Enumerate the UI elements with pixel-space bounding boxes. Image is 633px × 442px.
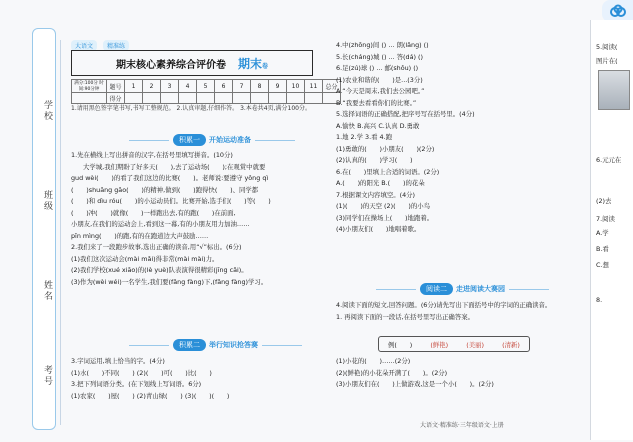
score-cell: 7 <box>233 80 251 93</box>
divider <box>255 140 295 141</box>
text-line: pīn mìng( )的跑,有的在跑道边大声鼓励…… <box>71 231 209 240</box>
binding-name: 姓名 <box>42 280 52 302</box>
text-line: 1.先在横线上写出拼音的汉字,在括号里填写拼音。(10分) <box>71 151 233 159</box>
score-cell: 5 <box>197 80 215 93</box>
divider <box>376 289 416 290</box>
text-line: 1. 再阅读下面的一段话,在括号里写出正确答案。 <box>336 312 474 321</box>
text-line: 4.阅读下面的短文,回答问题。(6分)请先写出下面括号中的字词的正确读音。 <box>336 301 552 309</box>
score-label: 得分 <box>107 93 125 104</box>
score-input[interactable] <box>179 93 197 104</box>
right-question-block <box>336 40 586 236</box>
left-question-block-2 <box>71 356 316 402</box>
left-question-block <box>71 150 316 288</box>
edge-line: B.看 <box>596 245 609 253</box>
instructions: 1.请用黑色签字笔书写,书写工整规范。 2.认真审题,仔细作答。 3.本卷共4页,满分100分。 <box>71 105 311 112</box>
score-row-header <box>72 80 341 93</box>
score-input[interactable] <box>125 93 143 104</box>
text-line: (1)农家( )屋( ) (2)青山绿( ) (3)( )( ) <box>71 391 230 400</box>
divider <box>129 140 169 141</box>
text-line: (1)我们这次运动会(mài mǎi)得非常(mài mài)力。 <box>71 254 219 263</box>
score-input[interactable] <box>233 93 251 104</box>
text-line: (4)小朋友们( )地唱着歌。 <box>336 225 421 233</box>
illustration-image <box>598 70 630 110</box>
word-bank-box <box>378 336 530 352</box>
score-table <box>71 79 341 104</box>
text-line: (2)(鲜艳)的小花朵开满了( )。(2分) <box>336 368 448 377</box>
section-2-label: 举行知识抢答赛 <box>209 341 258 349</box>
text-line: 2.我们来了一段跑步故事,选出正确的读音,用“√”标出。(6分) <box>71 243 242 251</box>
text-line: gud wèi( )的看了我们这边的比赛( )。老师说:要遵守 yǒng qì <box>71 174 269 182</box>
score-cell: 4 <box>179 80 197 93</box>
divider <box>129 345 169 346</box>
section-3-label: 走进阅读大赛园 <box>456 285 505 293</box>
tag-practice: 精准练 <box>103 40 129 51</box>
score-cell: 8 <box>251 80 269 93</box>
term-badge-sub: 卷 <box>262 62 269 70</box>
text-line: 5.选择词语的正确搭配,把序号写在括号里。(4分) <box>336 110 475 118</box>
text-line: (3)作为(wèi wéi)一名学生,我们要(fǎng fàng)下,(fǎng fàng)学习。 <box>71 277 268 286</box>
edge-line: 5.阅读( <box>596 43 618 51</box>
text-line: ( )和 dìu róu( )的小运动员们。比赛开始,选手们( )等( ) <box>71 197 271 205</box>
text-line: 7.根据课文内容填空。(4分) <box>336 190 416 199</box>
score-cell: 总分 <box>323 80 341 93</box>
text-line: B.“我要去看看你们的比赛。” <box>336 98 417 107</box>
reading-prompt <box>336 300 586 323</box>
cloud-sync-button[interactable] <box>602 0 633 22</box>
binding-id: 考号 <box>42 365 52 387</box>
score-input[interactable] <box>287 93 305 104</box>
score-input[interactable] <box>161 93 179 104</box>
section-2-header <box>125 338 306 352</box>
text-line: (2)认真的( )学习( ) <box>336 156 413 164</box>
text-line: 小朋友,在我们的运动会上,看到这一幕,有的小朋友用力加油…… <box>71 220 250 228</box>
section-1-num: 积累一 <box>173 134 206 146</box>
text-line: ( )冲( )就像( )一样跑出去,有的跑( )在前面, <box>71 208 236 217</box>
edge-line: (2)去 <box>596 197 612 205</box>
text-line: 6.足(zú)球 () ... 邮(shǒu) () <box>336 64 419 72</box>
binding-school: 学校 <box>42 100 52 122</box>
right-tail-block <box>336 356 586 391</box>
title-box <box>71 50 313 76</box>
score-input[interactable] <box>215 93 233 104</box>
text-line: 6.在( )里填上合适的词语。(2分) <box>336 167 440 176</box>
term-badge-text: 期末 <box>237 56 262 71</box>
score-cell: 题号 <box>107 80 125 93</box>
text-line: 大学城,我们期盼了好多天( ),去了运动场( );在观赏中就要 <box>83 162 266 171</box>
text-line: (2)我们学校(xué xiāo)的(lè yuè)队表演得很精彩(jīng cǎi)。 <box>71 266 248 274</box>
word-bank-item: (鲜艳) <box>430 340 449 349</box>
text-line: (3)小朋友们在( )上做游戏,这是一个小( )。(2分) <box>336 380 494 388</box>
text-line: ( )shuāng gāo( )的精神,做到( )跑得快( )、同学都 <box>71 185 259 194</box>
text-line: 3.字词运用,填上恰当的字。(4分) <box>71 357 165 365</box>
text-line: 4.中(zhōng)间 () ... 朗(lǎng) () <box>336 41 429 49</box>
section-2-num: 积累二 <box>173 339 206 351</box>
tag-chinese: 大语文 <box>71 40 97 51</box>
binding-divider <box>60 40 61 425</box>
edge-line: A.学 <box>596 229 609 237</box>
text-line: 3.把下列词语分类。(在下划线上写词语。6分) <box>71 380 202 388</box>
page-title: 期末核心素养综合评价卷 <box>115 59 226 71</box>
text-line: (1)农业和谐的( )是...(3分) <box>336 75 423 84</box>
score-cell <box>72 93 107 104</box>
score-input[interactable] <box>197 93 215 104</box>
score-input[interactable] <box>143 93 161 104</box>
edge-line: 图片在( <box>596 57 618 65</box>
edge-line: 8. <box>596 296 603 304</box>
text-line: 1.地 2.学 3.看 4.跑 <box>336 133 393 141</box>
score-cell: 6 <box>215 80 233 93</box>
section-1-header <box>125 133 299 147</box>
edge-line: 6.元元在 <box>596 156 622 164</box>
divider <box>509 289 549 290</box>
word-bank-item: (美丽) <box>466 340 484 349</box>
section-3-num: 阅读二 <box>420 283 453 295</box>
score-cell: 3 <box>161 80 179 93</box>
text-line: A.愉快 B.高兴 C.认真 D.勇敢 <box>336 121 420 130</box>
score-meta: 满分:100分 时间:90分钟 <box>72 80 107 93</box>
cloud-icon <box>609 4 627 18</box>
text-line: (1)水( )不同( ) (2)( )可( )比( ) <box>71 368 212 377</box>
score-cell: 10 <box>287 80 305 93</box>
score-cell: 9 <box>269 80 287 93</box>
text-line: (1)勇敢的( )小朋友( )(2分) <box>336 144 435 153</box>
word-bank-item: 例( ) <box>388 340 413 349</box>
edge-line: 7.阅读 <box>596 215 615 223</box>
text-line: A.“今天是周末,我们去公园吧。” <box>336 87 425 95</box>
score-cell: 1 <box>125 80 143 93</box>
section-3-header <box>372 282 553 296</box>
score-cell: 2 <box>143 80 161 93</box>
text-line: (3)同学们在操场上( )地跑着。 <box>336 213 434 222</box>
text-line: (1)( )的天空 (2)( )的小鸟 <box>336 202 431 210</box>
text-line: 5.长(cháng)城 () ... 答(dá) () <box>336 52 423 61</box>
divider <box>262 345 302 346</box>
edge-line: C.想 <box>596 261 609 269</box>
binding-class: 班级 <box>42 190 52 212</box>
page-footer: 大语文·精准练·三年级语文·上册 <box>420 422 504 429</box>
score-cell: 11 <box>305 80 323 93</box>
score-row-values <box>72 93 341 104</box>
score-input[interactable] <box>305 93 323 104</box>
text-line: (1)小花的( )……(2分) <box>336 357 411 365</box>
section-1-label: 开始运动准备 <box>209 136 251 144</box>
score-input[interactable] <box>251 93 269 104</box>
text-line: A.( )的阳光 B.( )的花朵 <box>336 179 425 187</box>
score-input[interactable] <box>269 93 287 104</box>
word-bank-item: (清新) <box>502 340 520 349</box>
term-badge <box>238 55 268 72</box>
